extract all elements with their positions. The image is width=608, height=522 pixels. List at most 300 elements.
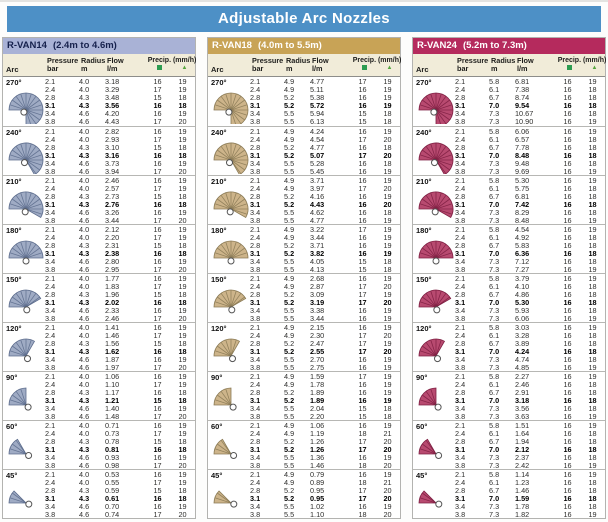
- radius-value: 4.3: [79, 143, 90, 152]
- flow-value: 1.26: [310, 445, 325, 454]
- table-row: [45, 144, 195, 152]
- radius-value: 4.3: [79, 200, 90, 209]
- data-rows: [455, 323, 605, 371]
- table-row: [45, 275, 195, 283]
- pressure-value: 3.8: [455, 461, 466, 469]
- flow-value: 2.15: [310, 323, 325, 332]
- radius-value: 4.0: [79, 135, 90, 144]
- precip-square-value: 16: [153, 298, 162, 307]
- precip-square-value: 16: [358, 216, 367, 224]
- pressure-value: 3.8: [250, 461, 261, 469]
- table-row: [250, 201, 400, 209]
- pressure-value: 2.4: [455, 85, 466, 94]
- pressure-value: 3.8: [250, 216, 261, 224]
- flow-value: 3.29: [105, 85, 120, 94]
- radius-value: 4.0: [79, 372, 90, 381]
- precip-square-value: 18: [358, 478, 367, 487]
- table-row: [250, 102, 400, 110]
- precip-triangle-value: 18: [588, 257, 597, 266]
- nozzle-pivot-icon: [227, 209, 233, 215]
- flow-value: 2.75: [310, 363, 325, 371]
- precip-square-value: 16: [358, 85, 367, 94]
- pressure-value: 2.1: [250, 372, 261, 381]
- arc-cell: [413, 176, 455, 224]
- nozzle-pivot-icon: [230, 356, 236, 362]
- precip-square-value: 16: [563, 208, 572, 217]
- radius-value: 4.3: [79, 298, 90, 307]
- precip-square-value: 17: [358, 445, 367, 454]
- precip-square-value: 17: [153, 412, 162, 420]
- data-rows: [45, 176, 195, 224]
- radius-value: 4.9: [284, 421, 295, 430]
- arc-cell: [3, 421, 45, 469]
- arc-fan-icon: [4, 479, 44, 517]
- table-row: [45, 102, 195, 110]
- precip-triangle-value: 18: [588, 298, 597, 307]
- flow-value: 5.94: [310, 109, 325, 118]
- precip-triangle-value: 18: [588, 151, 597, 160]
- radius-value: 5.5: [284, 159, 295, 168]
- radius-value: 4.9: [284, 380, 295, 389]
- arc-label: 210°: [211, 177, 227, 186]
- radius-value: 7.3: [489, 363, 500, 371]
- flow-value: 2.46: [515, 380, 530, 389]
- precip-triangle-value: 19: [383, 314, 392, 322]
- pressure-value: 3.8: [45, 167, 56, 175]
- table-row: [455, 340, 605, 348]
- radius-value: 4.3: [79, 249, 90, 258]
- table-row: [250, 364, 400, 371]
- flow-value: 3.19: [310, 298, 325, 307]
- table-row: [45, 185, 195, 193]
- precip-triangle-value: 18: [588, 282, 597, 291]
- pressure-value: 2.1: [45, 323, 56, 332]
- arc-fan-icon: [414, 234, 454, 272]
- flow-value: 3.56: [515, 404, 530, 413]
- pressure-value: 3.1: [250, 101, 261, 110]
- pressure-value: 2.8: [45, 143, 56, 152]
- nozzle-pivot-icon: [24, 307, 30, 313]
- flow-value: 1.48: [105, 412, 120, 420]
- precip-triangle-value: 18: [588, 388, 597, 397]
- radius-value: 4.0: [79, 282, 90, 291]
- precip-triangle-value: 20: [383, 151, 392, 160]
- precip-square-value: 16: [563, 241, 572, 250]
- precip-square-value: 16: [153, 445, 162, 454]
- precip-square-value: 16: [153, 151, 162, 160]
- pressure-value: 3.4: [45, 109, 56, 118]
- pressure-value: 2.1: [455, 470, 466, 479]
- pressure-value: 3.1: [45, 445, 56, 454]
- flow-value: 1.41: [105, 323, 120, 332]
- radius-value: 7.3: [489, 314, 500, 322]
- pressure-value: 2.8: [250, 143, 261, 152]
- pressure-value: 3.4: [250, 404, 261, 413]
- flow-value: 2.87: [310, 282, 325, 291]
- flow-value: 3.71: [310, 241, 325, 250]
- table-row: [250, 250, 400, 258]
- table-row: [45, 209, 195, 217]
- precip-triangle-value: 20: [383, 437, 392, 446]
- flow-value: 1.59: [515, 494, 530, 503]
- precip-triangle-value: 19: [178, 233, 187, 242]
- radius-value: 4.6: [79, 510, 90, 518]
- precip-square-value: 16: [153, 372, 162, 381]
- pressure-value: 2.1: [455, 176, 466, 185]
- arc-fan-icon: [209, 185, 249, 223]
- precip-triangle-value: 20: [178, 216, 187, 224]
- table-row: [455, 487, 605, 495]
- precip-square-value: 15: [153, 339, 162, 348]
- arc-fan-icon: [209, 381, 249, 419]
- arc-fan-icon: [209, 234, 249, 272]
- precip-square-value: 16: [563, 363, 572, 371]
- precip-square-value: 16: [358, 396, 367, 405]
- nozzle-pivot-icon: [21, 109, 27, 115]
- flow-value: 4.05: [310, 257, 325, 266]
- precip-triangle-value: 19: [588, 216, 597, 224]
- precip-square-value: 17: [153, 314, 162, 322]
- arc-fan-icon: [209, 86, 249, 124]
- table-row: [250, 324, 400, 332]
- precip-square-value: 17: [358, 347, 367, 356]
- radius-value: 5.2: [284, 241, 295, 250]
- nozzle-pivot-icon: [230, 404, 236, 410]
- precip-square-value: 16: [563, 117, 572, 126]
- precip-triangle-value: 18: [178, 143, 187, 152]
- radius-value: 4.6: [79, 257, 90, 266]
- precip-square-value: 17: [153, 117, 162, 126]
- radius-value: 4.6: [79, 109, 90, 118]
- precip-square-value: 16: [153, 159, 162, 168]
- nozzle-pivot-icon: [26, 453, 32, 459]
- radius-value: 7.0: [489, 151, 500, 160]
- table-row: [455, 118, 605, 126]
- tables-row: [0, 37, 608, 519]
- radius-value: 7.3: [489, 510, 500, 518]
- precip-square-value: 16: [358, 127, 367, 136]
- table-row: [45, 94, 195, 102]
- data-rows: [455, 176, 605, 224]
- table-title-bar: [3, 38, 195, 54]
- table-row: [250, 144, 400, 152]
- arc-fan-icon: [209, 283, 249, 321]
- precip-square-value: 16: [153, 355, 162, 364]
- pressure-value: 3.1: [250, 494, 261, 503]
- table-row: [250, 185, 400, 193]
- arc-group: [413, 77, 605, 126]
- arc-label: 150°: [416, 275, 432, 284]
- radius-value: 4.9: [284, 274, 295, 283]
- pressure-value: 2.4: [455, 429, 466, 438]
- arc-fan-icon: [4, 283, 44, 321]
- flow-value: 0.95: [310, 494, 325, 503]
- radius-value: 4.3: [79, 290, 90, 299]
- pressure-value: 3.8: [455, 412, 466, 420]
- precip-square-value: 15: [153, 290, 162, 299]
- table-row: [45, 110, 195, 118]
- radius-value: 5.2: [284, 290, 295, 299]
- table-row: [45, 405, 195, 413]
- table-row: [455, 479, 605, 487]
- radius-value: 6.7: [489, 143, 500, 152]
- precip-triangle-value: 18: [588, 502, 597, 511]
- radius-value: 4.6: [79, 502, 90, 511]
- table-row: [250, 209, 400, 217]
- flow-value: 8.29: [515, 208, 530, 217]
- precip-square-value: 15: [153, 241, 162, 250]
- radius-value: 4.6: [79, 306, 90, 315]
- arc-cell: [3, 225, 45, 273]
- table-row: [250, 118, 400, 126]
- precip-square-value: 16: [563, 470, 572, 479]
- data-rows: [45, 470, 195, 518]
- precip-square-value: 15: [358, 109, 367, 118]
- table-row: [455, 242, 605, 250]
- flow-value: 6.81: [515, 77, 530, 86]
- precip-square-value: 17: [358, 184, 367, 193]
- precip-square-value: 16: [153, 200, 162, 209]
- table-row: [250, 389, 400, 397]
- arc-label: 270°: [6, 78, 22, 87]
- table-row: [250, 356, 400, 364]
- radius-value: 5.8: [489, 225, 500, 234]
- flow-value: 1.77: [105, 274, 120, 283]
- pressure-value: 2.4: [250, 282, 261, 291]
- radius-value: 7.0: [489, 396, 500, 405]
- radius-value: 5.5: [284, 265, 295, 273]
- precip-triangle-value: 20: [383, 184, 392, 193]
- precip-square-value: 16: [153, 388, 162, 397]
- radius-value: 5.5: [284, 404, 295, 413]
- flow-value: 1.89: [310, 396, 325, 405]
- nozzle-pivot-icon: [436, 501, 442, 507]
- precip-square-value: 16: [153, 274, 162, 283]
- table-row: [45, 373, 195, 381]
- pressure-value: 3.4: [45, 502, 56, 511]
- precip-triangle-value: 19: [383, 388, 392, 397]
- precip-triangle-value: 18: [588, 339, 597, 348]
- table-row: [45, 324, 195, 332]
- data-rows: [45, 323, 195, 371]
- precip-square-value: 16: [563, 347, 572, 356]
- precip-square-value: 16: [563, 396, 572, 405]
- table-row: [455, 495, 605, 503]
- precip-triangle-value: 19: [178, 470, 187, 479]
- data-rows: [45, 372, 195, 420]
- arc-label: 120°: [211, 324, 227, 333]
- nozzle-pivot-icon: [227, 160, 233, 166]
- nozzle-pivot-icon: [435, 404, 441, 410]
- flow-value: 4.43: [310, 200, 325, 209]
- precip-square-value: 16: [358, 314, 367, 322]
- arc-fan-icon: [4, 332, 44, 370]
- precip-column-header: Precip. (mm/h) ▲: [557, 57, 607, 71]
- radius-value: 5.5: [284, 109, 295, 118]
- precip-square-value: 16: [563, 101, 572, 110]
- precip-triangle-value: 18: [588, 290, 597, 299]
- arc-column-header: Arc: [416, 65, 429, 74]
- precip-square-value: 17: [358, 494, 367, 503]
- radius-value: 4.3: [79, 339, 90, 348]
- table-row: [455, 511, 605, 518]
- radius-value: 4.0: [79, 470, 90, 479]
- precip-square-value: 16: [563, 486, 572, 495]
- precip-triangle-value: 18: [178, 93, 187, 102]
- flow-value: 10.90: [515, 117, 534, 126]
- precip-triangle-value: 18: [588, 404, 597, 413]
- precip-square-value: 16: [563, 298, 572, 307]
- radius-value: 4.3: [79, 388, 90, 397]
- precip-triangle-value: 20: [383, 347, 392, 356]
- precip-square-value: 16: [358, 363, 367, 371]
- precip-triangle-value: 19: [178, 323, 187, 332]
- radius-value: 7.0: [489, 445, 500, 454]
- arc-group: [413, 224, 605, 273]
- precip-square-value: 16: [358, 470, 367, 479]
- table-row: [250, 307, 400, 315]
- arc-label: 150°: [6, 275, 22, 284]
- table-row: [45, 258, 195, 266]
- flow-value: 4.86: [515, 290, 530, 299]
- table-row: [455, 454, 605, 462]
- arc-group: [208, 126, 400, 175]
- arc-column-header: Arc: [211, 65, 224, 74]
- table-row: [455, 324, 605, 332]
- arc-cell: [413, 274, 455, 322]
- arc-label: 45°: [211, 471, 223, 480]
- pressure-value: 2.8: [250, 241, 261, 250]
- precip-triangle-value: 19: [178, 282, 187, 291]
- table-row: [250, 503, 400, 511]
- nozzle-pivot-icon: [22, 209, 28, 215]
- precip-square-value: 16: [563, 184, 572, 193]
- precip-square-value: 17: [153, 363, 162, 371]
- arc-group: [208, 77, 400, 126]
- precip-triangle-value: 18: [178, 101, 187, 110]
- radius-value: 5.5: [284, 510, 295, 518]
- precip-square-value: 17: [153, 216, 162, 224]
- pressure-value: 2.1: [250, 470, 261, 479]
- radius-value: 4.9: [284, 85, 295, 94]
- precip-square-value: 17: [358, 437, 367, 446]
- precip-square-value: 16: [358, 453, 367, 462]
- pressure-value: 3.8: [455, 216, 466, 224]
- table-row: [45, 250, 195, 258]
- precip-square-value: 17: [153, 167, 162, 175]
- pressure-value: 2.4: [455, 135, 466, 144]
- flow-value: 1.89: [310, 388, 325, 397]
- table-row: [455, 462, 605, 469]
- table-row: [250, 413, 400, 420]
- radius-value: 4.9: [284, 372, 295, 381]
- flow-value: 3.18: [105, 77, 120, 86]
- table-rvan14: [2, 37, 196, 519]
- pressure-value: 3.4: [455, 355, 466, 364]
- arc-label: 240°: [416, 128, 432, 137]
- flow-value: 3.56: [105, 101, 120, 110]
- precip-triangle-value: 19: [178, 331, 187, 340]
- table-row: [250, 430, 400, 438]
- data-rows: [455, 225, 605, 273]
- precip-triangle-value: 19: [588, 314, 597, 322]
- precip-triangle-value: 19: [588, 470, 597, 479]
- radius-value: 5.5: [284, 216, 295, 224]
- precip-square-value: 16: [563, 510, 572, 518]
- column-header-row: [3, 54, 195, 77]
- radius-value: 7.0: [489, 101, 500, 110]
- precip-triangle-value: 19: [178, 502, 187, 511]
- precip-square-value: 16: [563, 306, 572, 315]
- radius-value: 7.3: [489, 502, 500, 511]
- precip-triangle-value: 19: [178, 176, 187, 185]
- table-row: [455, 356, 605, 364]
- pressure-value: 3.4: [250, 159, 261, 168]
- flow-value: 0.71: [105, 421, 120, 430]
- arc-cell: [413, 421, 455, 469]
- precip-square-value: 17: [358, 77, 367, 86]
- flow-value: 9.69: [515, 167, 530, 175]
- table-row: [45, 511, 195, 518]
- table-row: [455, 136, 605, 144]
- arc-group: [3, 175, 195, 224]
- flow-value: 3.44: [105, 216, 120, 224]
- table-title-bar: [208, 38, 400, 54]
- precip-triangle-value: 18: [383, 257, 392, 266]
- radius-value: 4.6: [79, 159, 90, 168]
- precip-triangle-value: 19: [178, 77, 187, 86]
- precip-triangle-value: 18: [588, 478, 597, 487]
- precip-triangle-value: 19: [588, 421, 597, 430]
- table-row: [45, 86, 195, 94]
- pressure-value: 2.1: [45, 225, 56, 234]
- precip-square-value: 16: [563, 93, 572, 102]
- data-rows: [250, 470, 400, 518]
- table-row: [45, 291, 195, 299]
- precip-square-value: 16: [153, 77, 162, 86]
- precip-square-value: 16: [563, 388, 572, 397]
- precip-triangle-value: 19: [178, 453, 187, 462]
- pressure-value: 2.8: [45, 290, 56, 299]
- precip-triangle-value: 20: [383, 445, 392, 454]
- flow-value: 2.80: [105, 257, 120, 266]
- pressure-value: 3.1: [250, 200, 261, 209]
- table-name: R-VAN14: [7, 40, 47, 51]
- pressure-value: 3.4: [45, 306, 56, 315]
- radius-value: 6.1: [489, 478, 500, 487]
- data-rows: [45, 274, 195, 322]
- flow-value: 2.37: [515, 453, 530, 462]
- precip-triangle-value: 19: [588, 117, 597, 126]
- precip-square-value: 16: [563, 143, 572, 152]
- precip-triangle-value: 19: [178, 135, 187, 144]
- precip-square-value: 16: [563, 200, 572, 209]
- radius-value: 4.6: [79, 117, 90, 126]
- flow-value: 2.93: [105, 135, 120, 144]
- radius-value: 4.6: [79, 404, 90, 413]
- pressure-value: 2.1: [250, 176, 261, 185]
- table-row: [250, 110, 400, 118]
- radius-value: 5.5: [284, 363, 295, 371]
- precip-square-value: 16: [153, 101, 162, 110]
- table-row: [250, 422, 400, 430]
- table-row: [45, 193, 195, 201]
- radius-value: 5.2: [284, 93, 295, 102]
- flow-value: 5.75: [515, 184, 530, 193]
- radius-column-header: Radius m: [286, 56, 311, 73]
- flow-value: 0.70: [105, 502, 120, 511]
- radius-value: 4.9: [284, 77, 295, 86]
